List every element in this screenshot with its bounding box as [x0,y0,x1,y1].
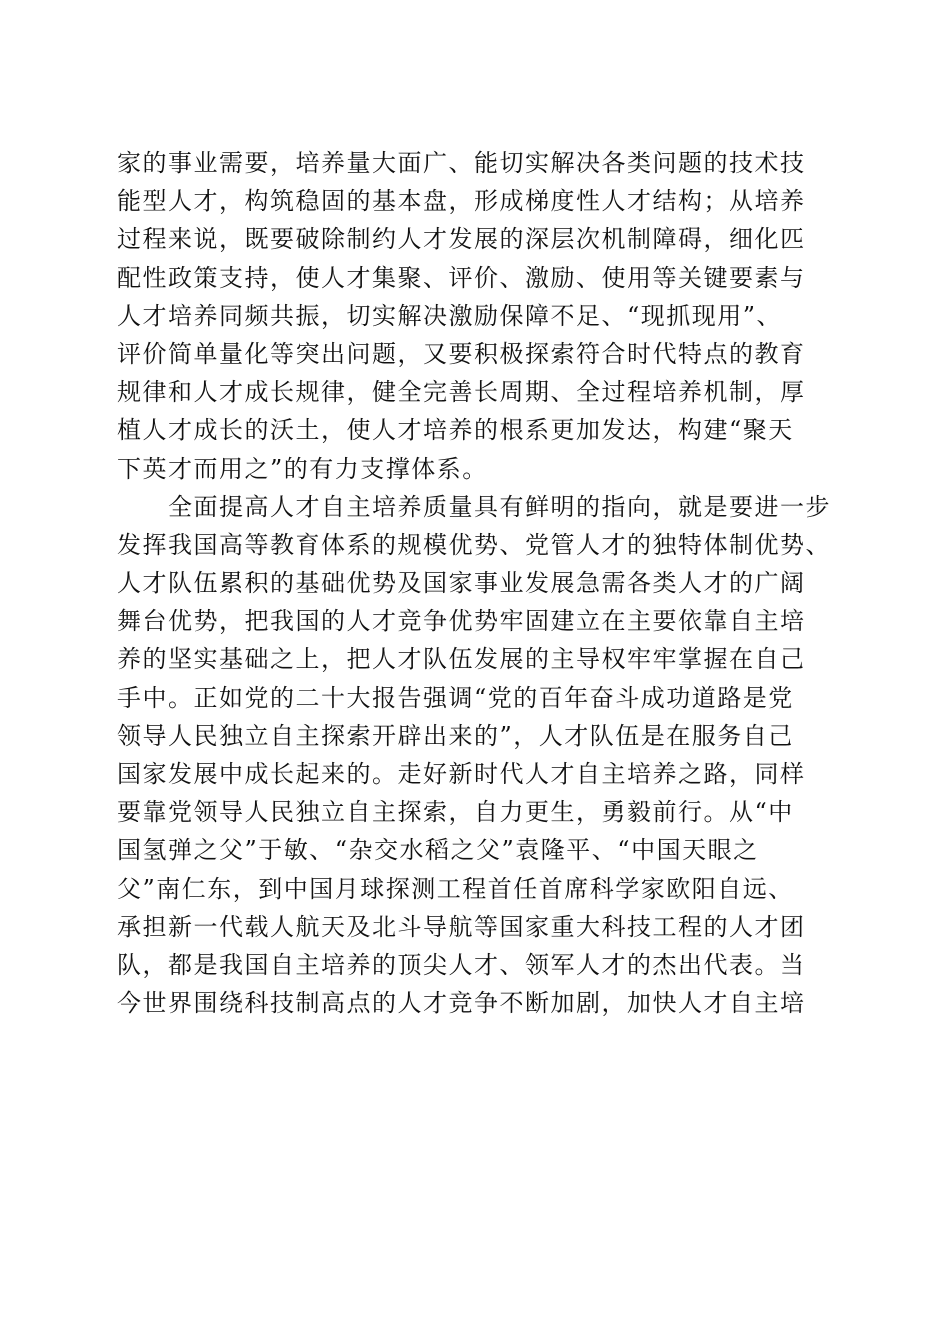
text-line: 国家发展中成长起来的。走好新时代人才自主培养之路，同样 [117,760,806,788]
text-line: 人才培养同频共振，切实解决激励保障不足、“现抓现用”、 [117,301,783,330]
text-line: 规律和人才成长规律，健全完善长周期、全过程培养机制，厚 [117,378,806,407]
text-line: 养的坚实基础之上，把人才队伍发展的主导权牢牢掌握在自己 [117,645,806,674]
text-line: 要靠党领导人民独立自主探索，自力更生，勇毅前行。从“中 [117,798,794,827]
text-line: 人才队伍累积的基础优势及国家事业发展急需各类人才的广阔 [117,569,806,598]
text-line: 能型人才，构筑稳固的基本盘，形成梯度性人才结构；从培养 [117,187,806,216]
text-line: 承担新一代载人航天及北斗导航等国家重大科技工程的人才团 [117,912,806,941]
text-line: 过程来说，既要破除制约人才发展的深层次机制障碍，细化匹 [117,225,806,254]
text-line: 全面提高人才自主培养质量具有鲜明的指向，就是要进一步 [117,492,831,521]
text-line: 今世界围绕科技制高点的人才竞争不断加剧，加快人才自主培 [117,989,806,1018]
text-line: 舞台优势，把我国的人才竞争优势牢固建立在主要依靠自主培 [117,607,806,636]
text-line: 下英才而用之”的有力支撑体系。 [117,454,488,483]
text-line: 领导人民独立自主探索开辟出来的”，人才队伍是在服务自己 [117,721,794,750]
text-line: 发挥我国高等教育体系的规模优势、党管人才的独特体制优势、 [117,530,831,559]
text-line: 队，都是我国自主培养的顶尖人才、领军人才的杰出代表。当 [117,950,806,979]
body-text [117,144,837,1022]
text-line: 手中。正如党的二十大报告强调“党的百年奋斗成功道路是党 [117,683,794,712]
text-line: 植人才成长的沃土，使人才培养的根系更加发达，构建“聚天 [117,416,794,445]
text-line: 父”南仁东，到中国月球探测工程首任首席科学家欧阳自远、 [117,874,794,903]
text-line: 国氢弹之父”于敏、“杂交水稻之父”袁隆平、“中国天眼之 [117,836,759,865]
text-line: 评价简单量化等突出问题，又要积极探索符合时代特点的教育 [117,339,806,368]
text-line: 配性政策支持，使人才集聚、评价、激励、使用等关键要素与 [117,263,806,292]
text-line: 家的事业需要，培养量大面广、能切实解决各类问题的技术技 [117,149,806,177]
